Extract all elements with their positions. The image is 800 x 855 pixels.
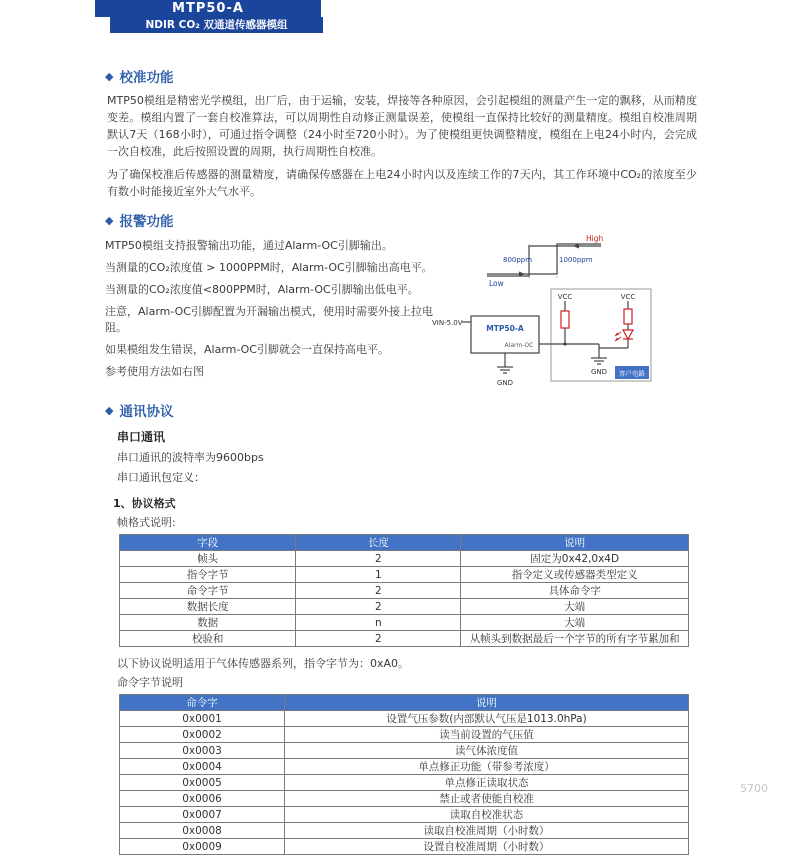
frame-format-table bbox=[119, 534, 689, 647]
table-cell: 0x0006 bbox=[120, 791, 285, 807]
table-cell: 设置自校准周期（小时数） bbox=[285, 839, 689, 855]
table-cell: 0x0002 bbox=[120, 727, 285, 743]
table-cell: 大端 bbox=[461, 599, 689, 615]
table-cell: 0x0003 bbox=[120, 743, 285, 759]
table-header-row bbox=[120, 695, 689, 711]
graph-high-label: High bbox=[586, 234, 604, 244]
module-gnd-label: GND bbox=[496, 379, 514, 388]
alarm-line: 注意，Alarm-OC引脚配置为开漏输出模式，使用时需要外接上拉电阻。 bbox=[105, 305, 433, 335]
alarm-content-row bbox=[105, 232, 697, 390]
table-cell: 帧头 bbox=[120, 551, 296, 567]
protocol-scope-note: 以下协议说明适用于气体传感器系列，指令字节为：0xA0。 bbox=[117, 657, 410, 671]
table-cell: 单点修正读取状态 bbox=[285, 775, 689, 791]
customer-circuit-label: 客户电路 bbox=[619, 369, 645, 378]
table-cell: 2 bbox=[296, 631, 461, 647]
table-cell: 数据长度 bbox=[120, 599, 296, 615]
table-row bbox=[120, 839, 689, 855]
table-cell: 读当前设置的气压值 bbox=[285, 727, 689, 743]
table-cell: 指令定义或传感器类型定义 bbox=[461, 567, 689, 583]
calibration-paragraph-1: MTP50模组是精密光学模组，出厂后，由于运输，安装，焊接等各种原因，会引起模组的测量产生一定的飘移，从而精度变差。模组内置了一套自校准算法，可以周期性自动修正测量误差，使模组一直保持比较好的测量精度。模组自校准周期默认7天（168小时），可通过指令调整（24小时至720小时）。为了使模组更快调整精度，模组在上电24小时内，会完成一次自校准，此后按照设置的周期，执行周期性自校准。 bbox=[107, 94, 697, 159]
vin-label: VIN-5.0V bbox=[432, 319, 463, 328]
graph-low-label: Low bbox=[489, 279, 504, 289]
calibration-heading-label: 校准功能 bbox=[119, 70, 174, 86]
alarm-line: 参考使用方法如右图 bbox=[105, 364, 204, 378]
table-cell: 单点修正功能（带参考浓度） bbox=[285, 759, 689, 775]
calibration-section-heading bbox=[105, 66, 697, 86]
table-header-cell: 字段 bbox=[120, 535, 296, 551]
table-row bbox=[120, 551, 689, 567]
table-cell: 2 bbox=[296, 551, 461, 567]
diamond-bullet-icon: ◆ bbox=[105, 69, 114, 83]
packet-def-line: 串口通讯包定义： bbox=[117, 471, 205, 485]
alarm-heading-label: 报警功能 bbox=[119, 214, 174, 231]
command-byte-note: 命令字节说明 bbox=[117, 676, 183, 690]
calibration-paragraph-2: 为了确保校准后传感器的测量精度，请确保传感器在上电24小时内以及连续工作的7天内，其工作环境中CO₂的浓度至少有数小时能接近室外大气水平。 bbox=[107, 168, 697, 199]
table-row bbox=[120, 823, 689, 839]
table-cell: 命令字节 bbox=[120, 583, 296, 599]
alarm-line: 当测量的CO₂浓度值 > 1000PPM时，Alarm-OC引脚输出高电平。 bbox=[105, 261, 433, 275]
table-cell: 2 bbox=[296, 599, 461, 615]
document-body bbox=[105, 56, 697, 855]
table-cell: 从帧头到数据最后一个字节的所有字节累加和 bbox=[461, 631, 689, 647]
table-cell: 校验和 bbox=[120, 631, 296, 647]
table-cell: 0x0008 bbox=[120, 823, 285, 839]
table-cell: 0x0001 bbox=[120, 711, 285, 727]
vcc2-label: VCC bbox=[620, 293, 636, 302]
hysteresis-graph bbox=[479, 232, 611, 288]
table-cell: 设置气压参数(内部默认气压是1013.0hPa) bbox=[285, 711, 689, 727]
table-cell: 读取自校准状态 bbox=[285, 807, 689, 823]
comm-heading-label: 通讯协议 bbox=[119, 404, 174, 421]
table-cell: 读气体浓度值 bbox=[285, 743, 689, 759]
module-label: MTP50-A bbox=[486, 324, 524, 334]
diamond-bullet-icon: ◆ bbox=[105, 213, 114, 227]
alarm-line: 如果模组发生错误，Alarm-OC引脚就会一直保持高电平。 bbox=[105, 342, 389, 356]
frame-format-note: 帧格式说明: bbox=[117, 516, 176, 530]
alarm-circuit-diagram bbox=[431, 282, 675, 394]
table-row bbox=[120, 711, 689, 727]
protocol-format-title: 1、协议格式 bbox=[113, 497, 176, 511]
table-row bbox=[120, 583, 689, 599]
page-subtitle: NDIR CO₂ 双通道传感器模组 bbox=[110, 17, 323, 33]
vcc1-label: VCC bbox=[557, 293, 573, 302]
table-row bbox=[120, 791, 689, 807]
graph-1000-label: 1000ppm bbox=[559, 256, 593, 265]
table-row bbox=[120, 567, 689, 583]
alarm-line: MTP50模组支持报警输出功能，通过Alarm-OC引脚输出。 bbox=[105, 239, 393, 253]
alarm-diagram-column bbox=[432, 232, 697, 390]
table-row bbox=[120, 615, 689, 631]
table-row bbox=[120, 759, 689, 775]
table-cell: 0x0005 bbox=[120, 775, 285, 791]
table-cell: 0x0009 bbox=[120, 839, 285, 855]
comm-section-heading bbox=[105, 400, 697, 420]
table-cell: 0x0004 bbox=[120, 759, 285, 775]
table-cell: 大端 bbox=[461, 615, 689, 631]
graph-800-label: 800ppm bbox=[503, 256, 533, 265]
table-cell: 读取自校准周期（小时数） bbox=[285, 823, 689, 839]
table-header-cell: 说明 bbox=[461, 535, 689, 551]
alarm-section-heading bbox=[105, 210, 697, 230]
table-cell: 指令字节 bbox=[120, 567, 296, 583]
table-cell: 0x0007 bbox=[120, 807, 285, 823]
page-title: MTP50-A bbox=[95, 0, 321, 17]
diamond-bullet-icon: ◆ bbox=[105, 403, 114, 417]
table-cell: 1 bbox=[296, 567, 461, 583]
alarm-text-column bbox=[105, 232, 437, 390]
table-header-cell: 长度 bbox=[296, 535, 461, 551]
table-cell: 具体命令字 bbox=[461, 583, 689, 599]
baudrate-line: 串口通讯的波特率为9600bps bbox=[117, 451, 264, 465]
table-cell: 禁止或者使能自校准 bbox=[285, 791, 689, 807]
customer-gnd-label: GND bbox=[590, 368, 608, 377]
table-cell: 固定为0x42,0x4D bbox=[461, 551, 689, 567]
table-header-cell: 说明 bbox=[285, 695, 689, 711]
table-row bbox=[120, 599, 689, 615]
alarm-pin-label: Alarm-OC bbox=[504, 342, 534, 350]
table-row bbox=[120, 807, 689, 823]
table-row bbox=[120, 775, 689, 791]
table-header-row bbox=[120, 535, 689, 551]
table-cell: n bbox=[296, 615, 461, 631]
table-cell: 数据 bbox=[120, 615, 296, 631]
table-row bbox=[120, 743, 689, 759]
table-row bbox=[120, 631, 689, 647]
serial-comm-subheading: 串口通讯 bbox=[117, 430, 166, 445]
alarm-line: 当测量的CO₂浓度值<800PPM时，Alarm-OC引脚输出低电平。 bbox=[105, 283, 419, 297]
table-cell: 2 bbox=[296, 583, 461, 599]
table-header-cell: 命令字 bbox=[120, 695, 285, 711]
command-table bbox=[119, 694, 689, 855]
table-row bbox=[120, 727, 689, 743]
page-watermark: 5700 bbox=[740, 782, 768, 795]
